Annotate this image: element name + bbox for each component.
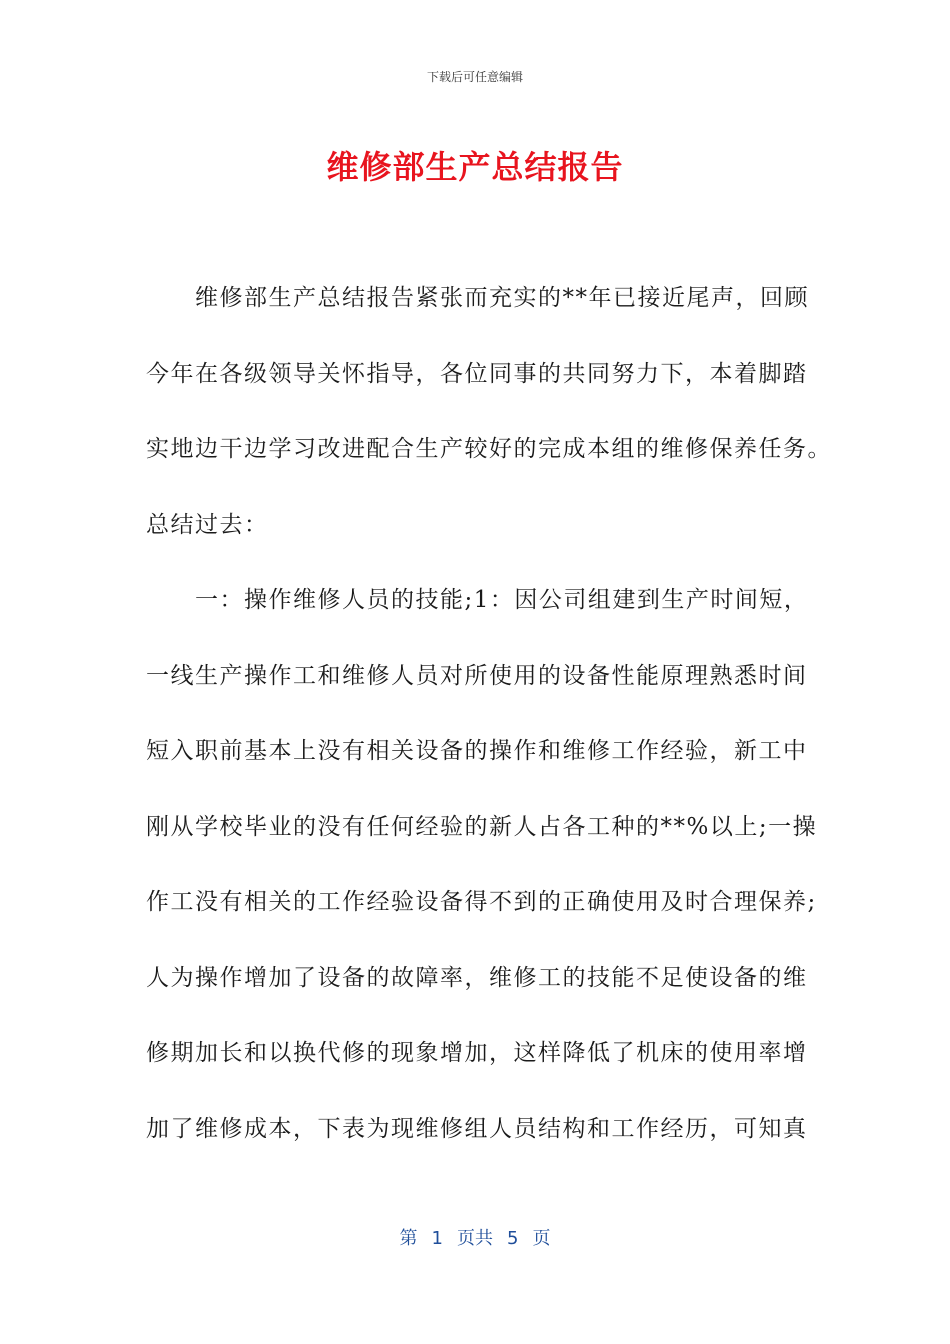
body-line: 今年在各级领导关怀指导，各位同事的共同努力下，本着脚踏: [146, 360, 808, 387]
document-body: [146, 268, 832, 1174]
header-note: 下载后可任意编辑: [426, 70, 523, 84]
body-line: 一线生产操作工和维修人员对所使用的设备性能原理熟悉时间: [146, 662, 808, 689]
body-line: 刚从学校毕业的没有任何经验的新人占各工种的**%以上;一操: [146, 813, 818, 840]
body-line: 作工没有相关的工作经验设备得不到的正确使用及时合理保养;: [146, 889, 817, 915]
footer-total-pages: 5: [507, 1228, 519, 1249]
footer-suffix: 页: [532, 1228, 551, 1249]
footer-prefix: 第: [399, 1228, 418, 1249]
body-line: 人为操作增加了设备的故障率，维修工的技能不足使设备的维: [146, 964, 808, 991]
body-line: 维修部生产总结报告紧张而充实的**年已接近尾声，回顾: [146, 285, 809, 311]
footer-current-page: 1: [431, 1228, 443, 1249]
body-line: 总结过去：: [146, 511, 269, 538]
footer-middle: 页共: [457, 1228, 493, 1249]
body-line: 修期加长和以换代修的现象增加，这样降低了机床的使用率增: [146, 1040, 808, 1066]
document-title: 维修部生产总结报告: [326, 148, 624, 186]
body-line: 实地边干边学习改进配合生产较好的完成本组的维修保养任务。: [146, 436, 832, 462]
body-line: 一：操作维修人员的技能;1：因公司组建到生产时间短，: [146, 587, 809, 613]
body-line: 短入职前基本上没有相关设备的操作和维修工作经验，新工中: [146, 738, 808, 764]
body-line: 加了维修成本，下表为现维修组人员结构和工作经历，可知真: [146, 1115, 808, 1142]
page-number-footer: [0, 1224, 950, 1250]
